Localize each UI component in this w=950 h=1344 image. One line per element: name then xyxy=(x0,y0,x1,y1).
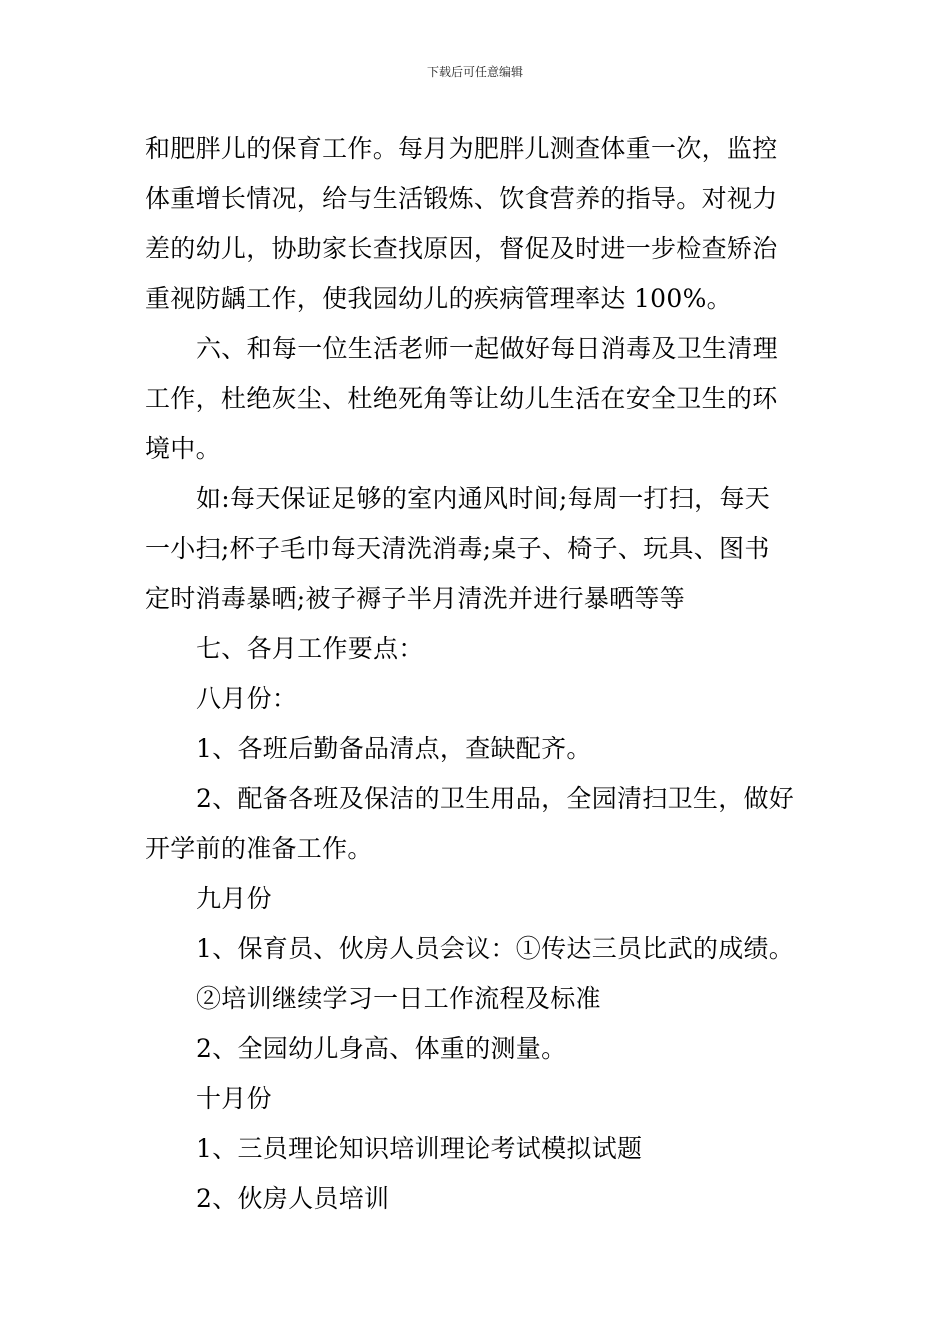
paragraph-line: 体重增长情况，给与生活锻炼、饮食营养的指导。对视力 xyxy=(145,184,778,213)
list-item: 1、保育员、伙房人员会议：①传达三员比武的成绩。 xyxy=(196,934,795,963)
paragraph-line: 重视防龋工作，使我园幼儿的疾病管理率达 100%。 xyxy=(145,284,732,313)
list-item: ②培训继续学习一日工作流程及标准 xyxy=(196,984,601,1013)
month-heading-september: 九月份 xyxy=(196,884,272,913)
list-item: 2、全园幼儿身高、体重的测量。 xyxy=(196,1034,567,1063)
list-item: 2、配备各班及保洁的卫生用品，全园清扫卫生，做好 xyxy=(196,784,795,813)
section-seven-heading: 七、各月工作要点： xyxy=(196,634,424,663)
paragraph-line: 一小扫;杯子毛巾每天清洗消毒;桌子、椅子、玩具、图书 xyxy=(145,534,770,563)
list-item: 2、伙房人员培训 xyxy=(196,1184,390,1213)
list-item: 1、各班后勤备品清点，查缺配齐。 xyxy=(196,734,592,763)
paragraph-line: 工作，杜绝灰尘、杜绝死角等让幼儿生活在安全卫生的环 xyxy=(145,384,778,413)
month-heading-october: 十月份 xyxy=(196,1084,272,1113)
document-body xyxy=(145,124,810,1224)
list-item: 1、三员理论知识培训理论考试模拟试题 xyxy=(196,1134,643,1163)
section-six-heading: 六、和每一位生活老师一起做好每日消毒及卫生清理 xyxy=(196,334,778,363)
paragraph-line: 和肥胖儿的保育工作。每月为肥胖儿测查体重一次，监控 xyxy=(145,134,778,163)
month-heading-august: 八月份： xyxy=(196,684,298,713)
paragraph-line: 如:每天保证足够的室内通风时间;每周一打扫，每天 xyxy=(196,484,771,513)
paragraph-line: 境中。 xyxy=(145,434,221,463)
page-header: 下载后可任意编辑 xyxy=(426,65,523,79)
paragraph-line: 差的幼儿，协助家长查找原因，督促及时进一步检查矫治 xyxy=(145,234,778,263)
paragraph-line: 定时消毒暴晒;被子褥子半月清洗并进行暴晒等等 xyxy=(145,584,686,613)
paragraph-line: 开学前的准备工作。 xyxy=(145,834,373,863)
